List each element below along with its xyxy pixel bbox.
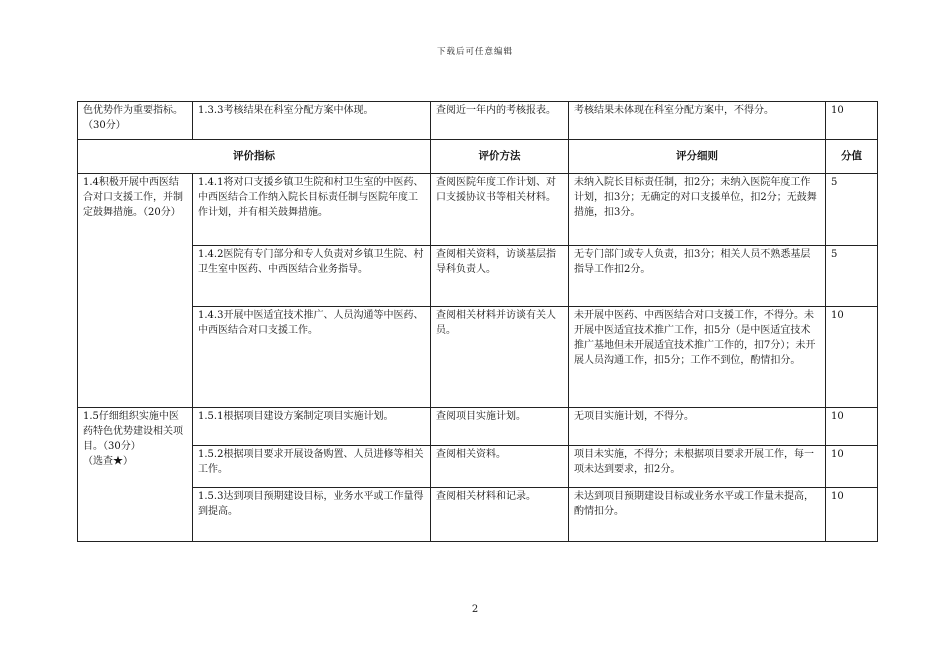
table-header-row — [78, 140, 878, 174]
page-header: 下载后可任意编辑 — [436, 47, 513, 57]
header-detail: 评分细则 — [569, 140, 826, 174]
detail-cell: 项目未实施，不得分；未根据项目要求开展工作，每一项未达到要求，扣2分。 — [569, 446, 826, 488]
detail-cell: 未开展中医药、中西医结合对口支援工作，不得分。未开展中医适宜技术推广工作，扣5分（是中医适宜技术推广基地但未开展适宜技术推广工作的，扣7分）；未开展人员沟通工作，扣5分；工作不到位，酌情扣分。 — [569, 307, 826, 408]
detail-cell: 无专门部门或专人负责，扣3分；相关人员不熟悉基层指导工作扣2分。 — [569, 246, 826, 307]
score-cell: 5 — [826, 174, 878, 246]
method-cell: 查阅近一年内的考核报表。 — [431, 102, 569, 140]
method-cell: 查阅相关资料。 — [431, 446, 569, 488]
indicator-cell: 1.4.1将对口支援乡镇卫生院和村卫生室的中医药、中西医结合工作纳入院长目标责任制与医院年度工作计划，并有相关鼓舞措施。 — [193, 174, 431, 246]
table-row — [78, 446, 878, 488]
score-cell: 10 — [826, 488, 878, 542]
indicator-cell: 1.4.2医院有专门部分和专人负责对乡镇卫生院、村卫生室中医药、中西医结合业务指导。 — [193, 246, 431, 307]
category-note: （选查★） — [83, 456, 133, 467]
indicator-cell: 1.5.3达到项目预期建设目标，业务水平或工作量得到提高。 — [193, 488, 431, 542]
table-row — [78, 408, 878, 446]
table-row — [78, 102, 878, 140]
score-cell: 10 — [826, 408, 878, 446]
indicator-cell: 1.5.1根据项目建设方案制定项目实施计划。 — [193, 408, 431, 446]
score-cell: 10 — [826, 102, 878, 140]
category-cell — [78, 408, 193, 542]
method-cell: 查阅相关材料和记录。 — [431, 488, 569, 542]
header-score: 分值 — [826, 140, 878, 174]
indicator-cell: 1.5.2根据项目要求开展设备购置、人员进修等相关工作。 — [193, 446, 431, 488]
page-number: 2 — [471, 604, 479, 615]
score-cell: 5 — [826, 246, 878, 307]
indicator-cell: 1.3.3考核结果在科室分配方案中体现。 — [193, 102, 431, 140]
evaluation-table — [77, 101, 878, 542]
detail-cell: 无项目实施计划，不得分。 — [569, 408, 826, 446]
table-row — [78, 488, 878, 542]
table-row — [78, 174, 878, 246]
method-cell: 查阅项目实施计划。 — [431, 408, 569, 446]
header-method: 评价方法 — [431, 140, 569, 174]
category-cell: 色优势作为重要指标。（30分） — [78, 102, 193, 140]
category-text: 1.5仔细组织实施中医药特色优势建设相关项目。（30分） — [83, 411, 183, 452]
method-cell: 查阅相关材料并访谈有关人员。 — [431, 307, 569, 408]
detail-cell: 考核结果未体现在科室分配方案中，不得分。 — [569, 102, 826, 140]
method-cell: 查阅医院年度工作计划、对口支援协议书等相关材料。 — [431, 174, 569, 246]
detail-cell: 未达到项目预期建设目标或业务水平或工作量未提高，酌情扣分。 — [569, 488, 826, 542]
indicator-cell: 1.4.3开展中医适宜技术推广、人员沟通等中医药、中西医结合对口支援工作。 — [193, 307, 431, 408]
table-row — [78, 246, 878, 307]
method-cell: 查阅相关资料，访谈基层指导科负责人。 — [431, 246, 569, 307]
table-row — [78, 307, 878, 408]
category-cell: 1.4积极开展中西医结合对口支援工作，并制定鼓舞措施。（20分） — [78, 174, 193, 408]
score-cell: 10 — [826, 446, 878, 488]
detail-cell: 未纳入院长目标责任制，扣2分；未纳入医院年度工作计划，扣3分；无确定的对口支援单位，扣2分；无鼓舞措施，扣3分。 — [569, 174, 826, 246]
score-cell: 10 — [826, 307, 878, 408]
header-indicator: 评价指标 — [78, 140, 431, 174]
